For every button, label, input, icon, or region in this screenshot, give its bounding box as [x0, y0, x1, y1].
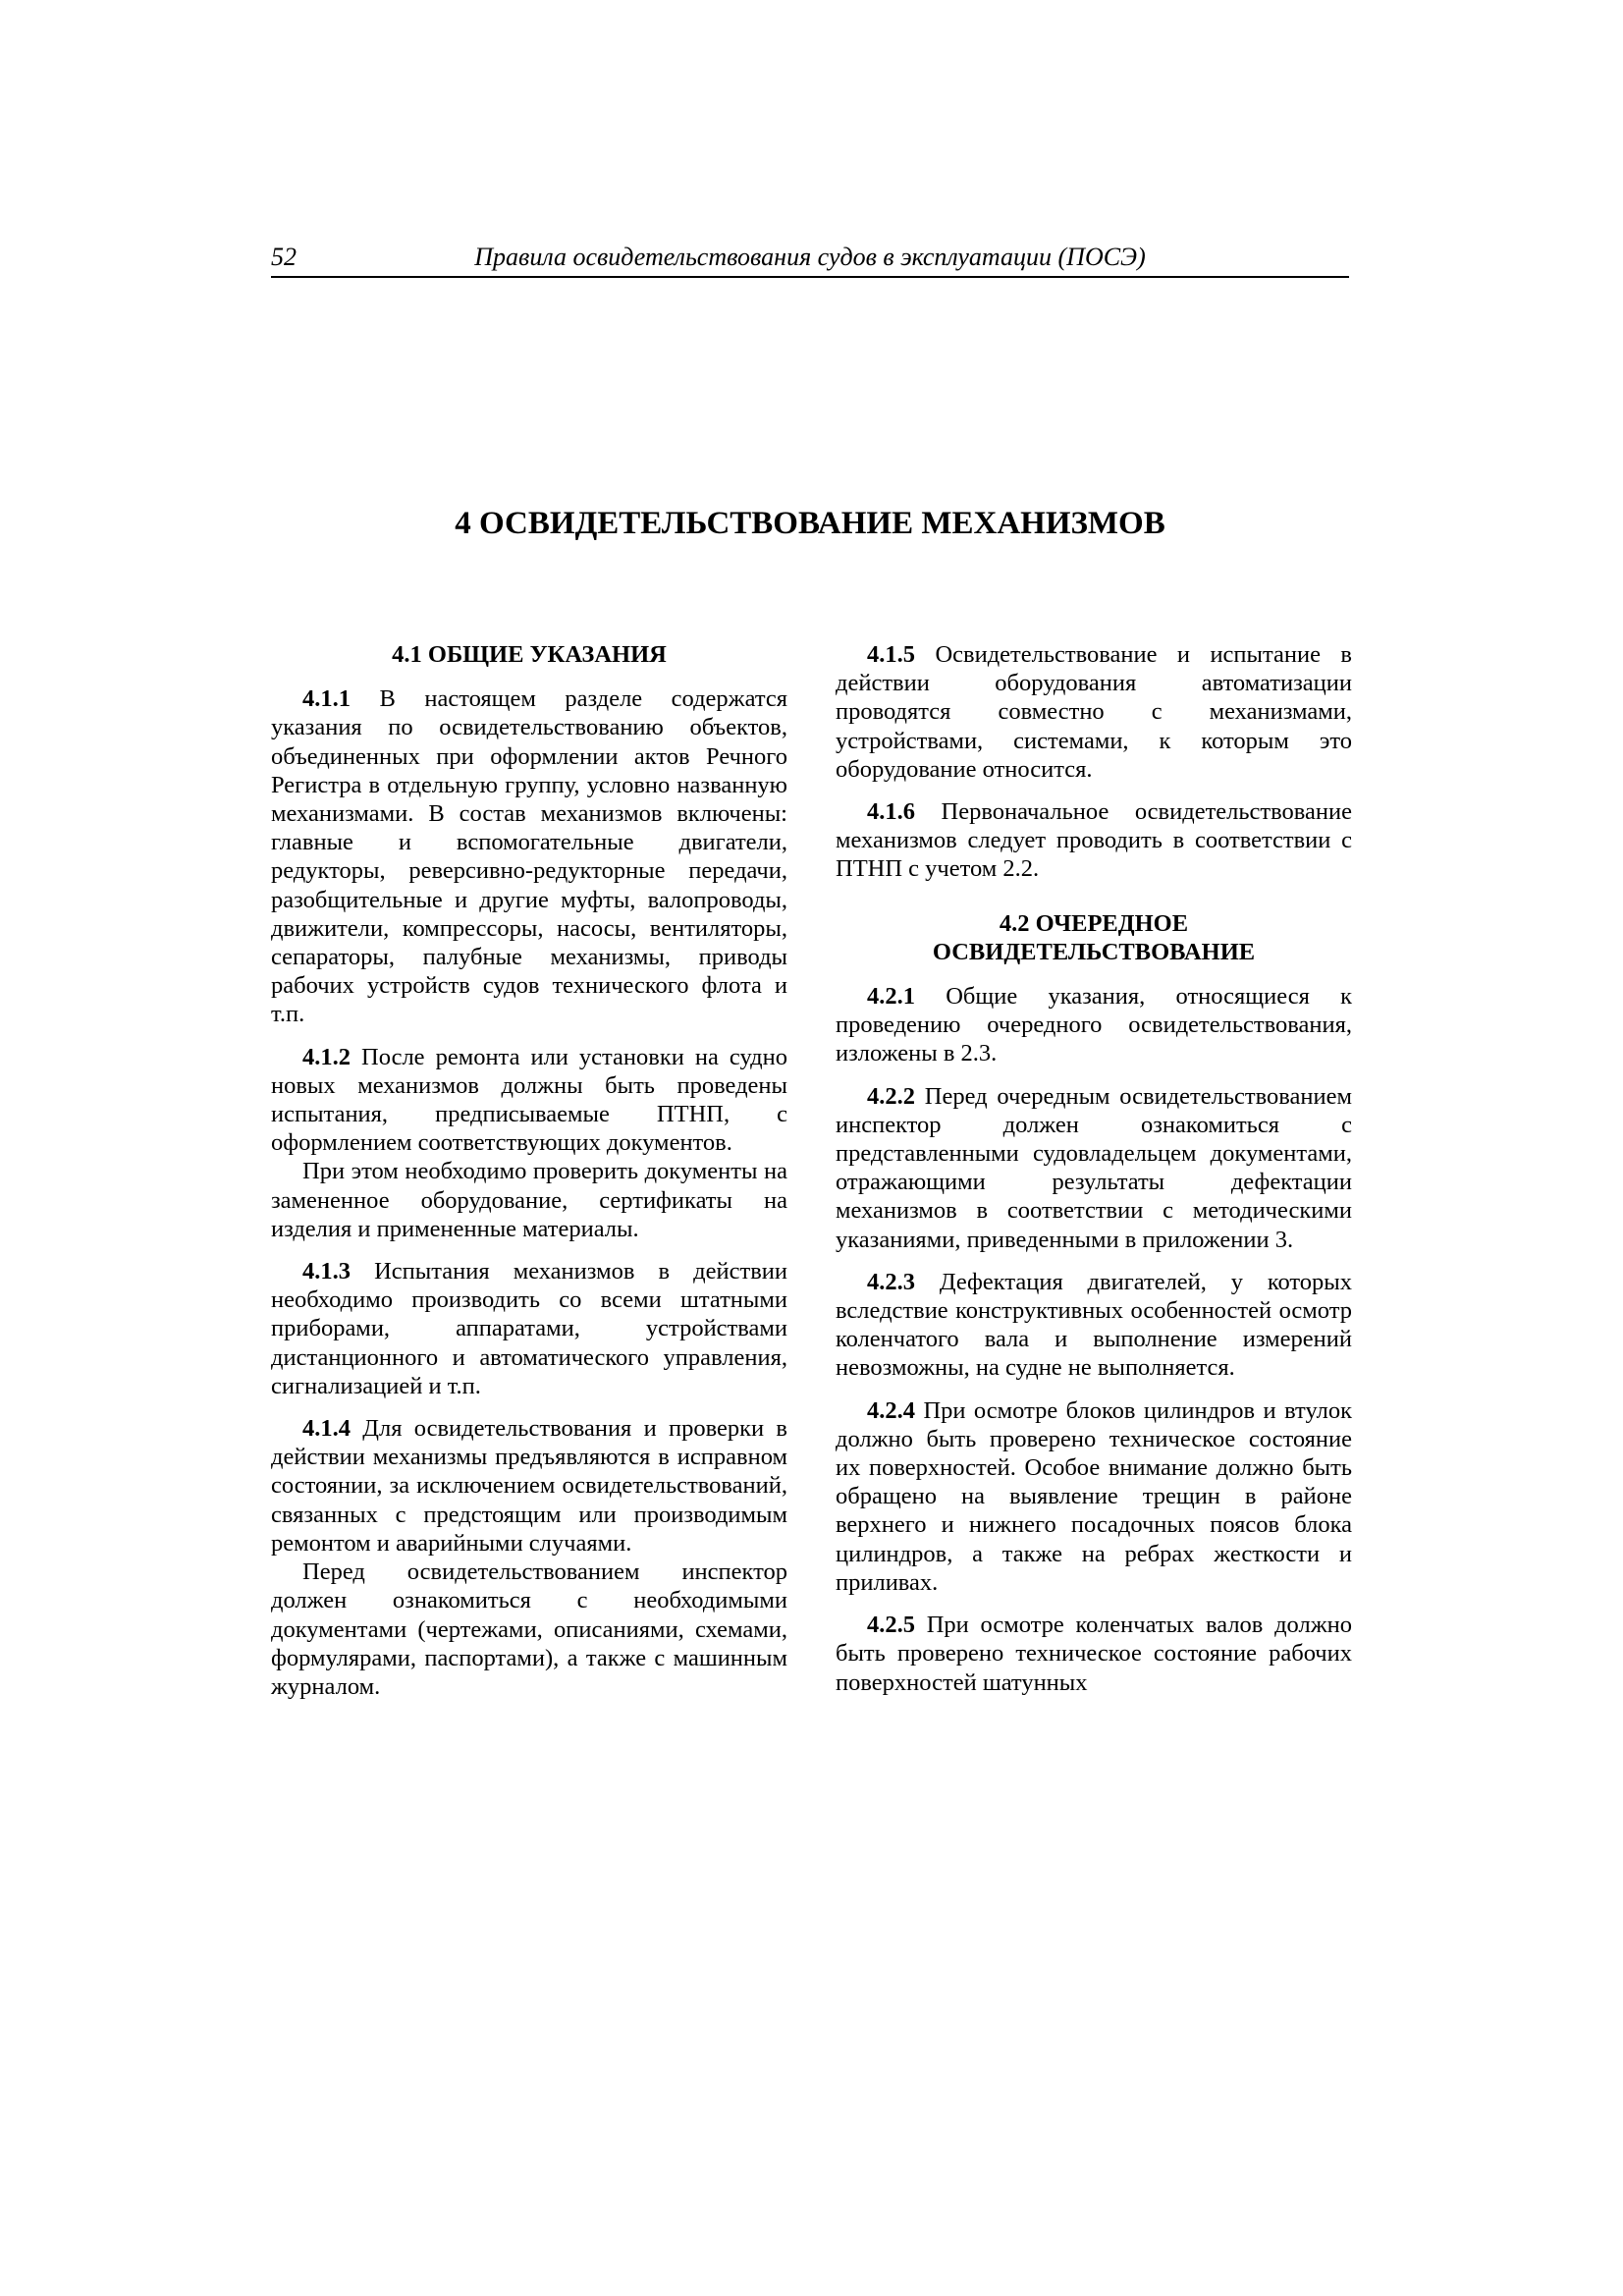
- paragraph-4-1-5: 4.1.5 Освидетельствование и испытание в действии оборудования автоматизации проводятся совместно с механизмами, устройствами, системами, к которым это оборудование относится.: [836, 641, 1352, 783]
- chapter-title: 4 ОСВИДЕТЕЛЬСТВОВАНИЕ МЕХАНИЗМОВ: [455, 506, 1165, 541]
- paragraph-4-2-2: 4.2.2 Перед очередным освидетельствованием инспектор должен ознакомиться с представленными судовладельцем документами, отражающими результаты дефектации механизмов в соответствии с методическими указаниями, приведенными в приложении 3.: [836, 1082, 1352, 1253]
- paragraph-4-1-4: 4.1.4 Для освидетельствования и проверки в действии механизмы предъявляются в исправном состоянии, за исключением освидетельствований, связанных с предстоящим или производимым ремонтом и аварийными случаями.: [271, 1415, 787, 1557]
- left-column: [271, 640, 787, 1715]
- page-number: 52: [271, 243, 297, 271]
- paragraph-4-2-4: 4.2.4 При осмотре блоков цилиндров и втулок должно быть проверено техническое состояние их поверхностей. Особое внимание должно быть обращено на выявление трещин в районе верхнего и нижнего посадочных поясов блока цилиндров, а также на ребрах жесткости и приливах.: [836, 1396, 1352, 1596]
- paragraph-4-1-1: 4.1.1 В настоящем разделе содержатся указания по освидетельствованию объектов, объединенных при оформлении актов Речного Регистра в отдельную группу, условно названную механизмами. В состав механизмов включены: главные и вспомогательные двигатели, редукторы, реверсивно-редукторные передачи, разобщительные и другие муфты, валопроводы, движители, компрессоры, насосы, вентиляторы, сепараторы, палубные механизмы, приводы рабочих устройств судов технического флота и т.п.: [271, 685, 787, 1028]
- running-title: Правила освидетельствования судов в эксплуатации (ПОСЭ): [474, 243, 1146, 271]
- paragraph-4-2-1: 4.2.1 Общие указания, относящиеся к проведению очередного освидетельствования, изложены в 2.3.: [836, 983, 1352, 1067]
- paragraph-4-2-5: 4.2.5 При осмотре коленчатых валов должно быть проверено техническое состояние рабочих поверхностей шатунных: [836, 1612, 1352, 1696]
- page-header: [271, 243, 1349, 278]
- paragraph-4-1-4-cont: Перед освидетельствованием инспектор должен ознакомиться с необходимыми документами (чертежами, описаниями, схемами, формулярами, паспортами), а также с машинным журналом.: [271, 1558, 787, 1700]
- right-column: [836, 640, 1352, 1711]
- section-title-4-2: 4.2 ОЧЕРЕДНОЕ ОСВИДЕТЕЛЬСТВОВАНИЕ: [932, 909, 1256, 965]
- paragraph-4-2-3: 4.2.3 Дефектация двигателей, у которых вследствие конструктивных особенностей осмотр коленчатого вала и выполнение измерений невозможны, на судне не выполняется.: [836, 1268, 1352, 1382]
- section-title-4-1: 4.1 ОБЩИЕ УКАЗАНИЯ: [392, 641, 667, 668]
- paragraph-4-1-3: 4.1.3 Испытания механизмов в действии необходимо производить со всеми штатными приборами, аппаратами, устройствами дистанционного и автоматического управления, сигнализацией и т.п.: [271, 1258, 787, 1399]
- paragraph-4-1-2: 4.1.2 После ремонта или установки на судно новых механизмов должны быть проведены испытания, предписываемые ПТНП, с оформлением соответствующих документов.: [271, 1043, 787, 1157]
- paragraph-4-1-6: 4.1.6 Первоначальное освидетельствование механизмов следует проводить в соответствии с ПТНП с учетом 2.2.: [836, 798, 1352, 883]
- paragraph-4-1-2-cont: При этом необходимо проверить документы на замененное оборудование, сертификаты на изделия и примененные материалы.: [271, 1158, 787, 1242]
